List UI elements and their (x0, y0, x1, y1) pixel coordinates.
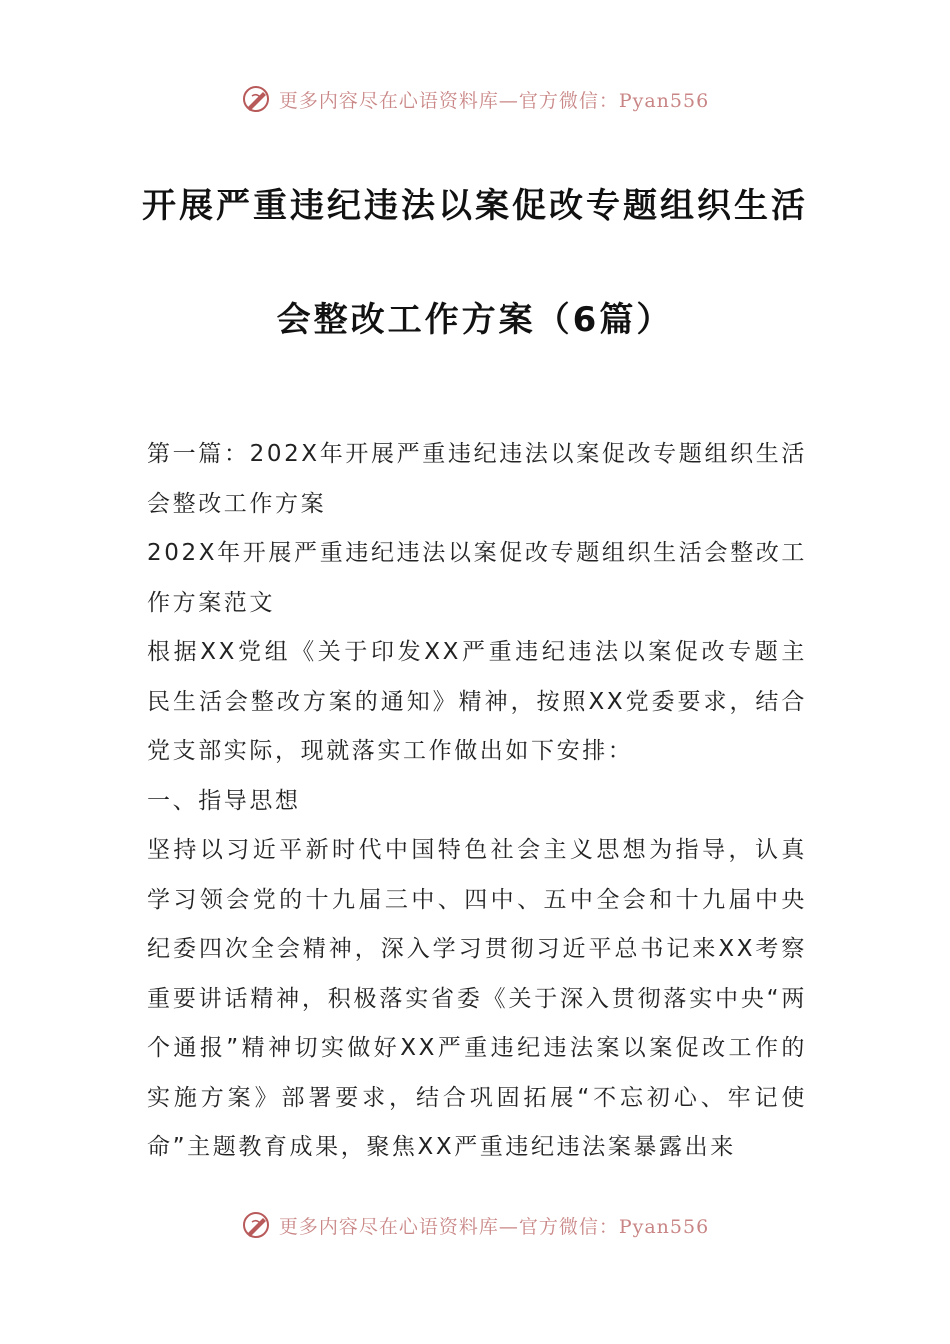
paragraph-intro: 根据XX党组《关于印发XX严重违纪违法以案促改专题主民生活会整改方案的通知》精神，按照XX党委要求，结合党支部实际，现就落实工作做出如下安排： (147, 639, 807, 764)
paragraph-heading-guiding-ideology: 一、指导思想 (147, 787, 301, 814)
pen-logo-icon (241, 84, 271, 114)
footer-banner (0, 1210, 950, 1240)
paragraph-subtitle: 202X年开展严重违纪违法以案促改专题组织生活会整改工作方案范文 (147, 540, 807, 616)
paragraph-section-heading: 第一篇：202X年开展严重违纪违法以案促改专题组织生活会整改工作方案 (147, 441, 807, 517)
pen-logo-icon (241, 1210, 271, 1240)
paragraph-guiding-ideology-body: 坚持以习近平新时代中国特色社会主义思想为指导，认真学习领会党的十九届三中、四中、五中全会和十九届中央纪委四次全会精神，深入学习贯彻习近平总书记来XX考察重要讲话精神，积极落实省委《关于深入贯彻落实中央“两个通报”精神切实做好XX严重违纪违法案以案促改工作的实施方案》部署要求，结合巩固拓展“不忘初心、牢记使命”主题教育成果，聚焦XX严重违纪违法案暴露出来 (147, 837, 807, 1160)
document-title-line-1: 开展严重违纪违法以案促改专题组织生活 (142, 186, 808, 226)
header-banner (0, 84, 950, 114)
header-banner-text: 更多内容尽在心语资料库—官方微信：Pyan556 (278, 89, 710, 112)
document-title-line-2: 会整改工作方案（6篇） (276, 300, 674, 340)
footer-banner-text: 更多内容尽在心语资料库—官方微信：Pyan556 (278, 1215, 710, 1238)
document-body (147, 430, 807, 1173)
